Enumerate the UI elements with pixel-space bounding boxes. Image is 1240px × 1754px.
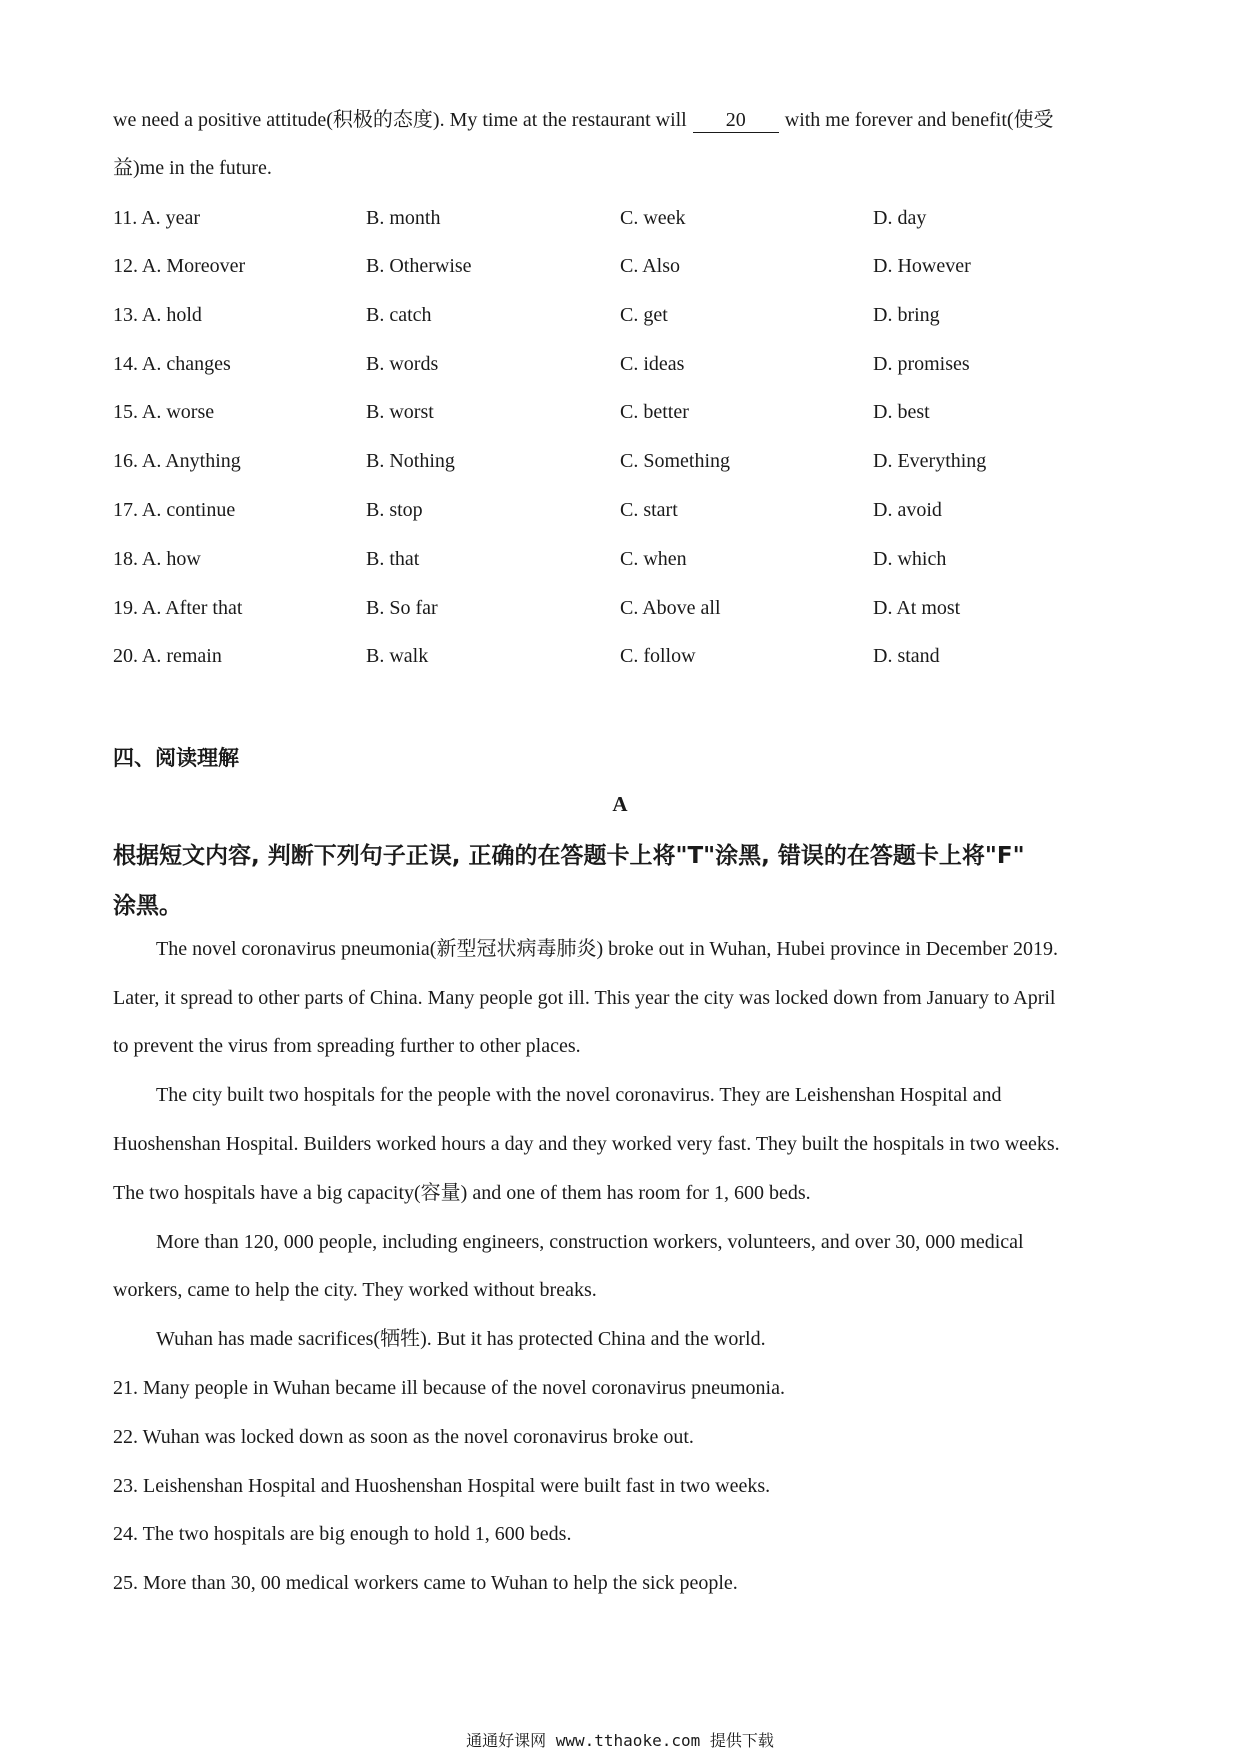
- reading-p3-line-2: workers, came to help the city. They worked without breaks.: [113, 1279, 597, 1301]
- option-c: C. Above all: [620, 597, 721, 619]
- option-c: C. week: [620, 207, 686, 229]
- reading-p1-line-2: Later, it spread to other parts of China. Many people got ill. This year the city was locked down from January to April: [113, 987, 1056, 1009]
- statement-24: 24. The two hospitals are big enough to hold 1, 600 beds.: [113, 1523, 572, 1545]
- reading-p4-line-1: Wuhan has made sacrifices(牺牲). But it has protected China and the world.: [156, 1328, 766, 1350]
- option-c: C. Also: [620, 255, 681, 277]
- option-a: 14. A. changes: [113, 353, 231, 375]
- statement-21: 21. Many people in Wuhan became ill because of the novel coronavirus pneumonia.: [113, 1377, 785, 1399]
- option-d: D. Everything: [873, 450, 987, 472]
- option-c: C. start: [620, 499, 678, 521]
- option-row-14: [113, 352, 1113, 376]
- option-c: C. get: [620, 304, 668, 326]
- instruction-line-2: 涂黑。: [113, 893, 182, 919]
- option-a: 11. A. year: [113, 207, 201, 229]
- option-b: B. Nothing: [366, 450, 455, 472]
- option-d: D. promises: [873, 353, 970, 375]
- option-b: B. that: [366, 548, 420, 570]
- option-row-19: [113, 596, 1113, 620]
- passage-text-after-blank: with me forever and benefit(使受: [784, 109, 1054, 131]
- option-a: 18. A. how: [113, 548, 201, 570]
- reading-p3-line-1: More than 120, 000 people, including engineers, construction workers, volunteers, and over 30, 000 medical: [156, 1231, 1024, 1253]
- reading-p1-line-3: to prevent the virus from spreading further to other places.: [113, 1035, 581, 1057]
- option-d: D. However: [873, 255, 971, 277]
- passage-text-before-blank: we need a positive attitude(积极的态度). My time at the restaurant will: [113, 109, 687, 131]
- option-row-15: [113, 400, 1113, 424]
- answer-blank-20: 20: [693, 108, 779, 133]
- reading-p2-line-2: Huoshenshan Hospital. Builders worked hours a day and they worked very fast. They built the hospitals in two weeks.: [113, 1133, 1060, 1155]
- option-c: C. follow: [620, 645, 696, 667]
- option-b: B. worst: [366, 401, 434, 423]
- option-a: 17. A. continue: [113, 499, 236, 521]
- option-d: D. stand: [873, 645, 940, 667]
- passage-line-2: 益)me in the future.: [113, 157, 272, 179]
- option-b: B. words: [366, 353, 439, 375]
- option-row-20: [113, 644, 1113, 668]
- section-title: 四、阅读理解: [113, 746, 239, 770]
- option-row-18: [113, 547, 1113, 571]
- statement-22: 22. Wuhan was locked down as soon as the novel coronavirus broke out.: [113, 1426, 694, 1448]
- option-b: B. Otherwise: [366, 255, 472, 277]
- statement-23: 23. Leishenshan Hospital and Huoshenshan Hospital were built fast in two weeks.: [113, 1475, 771, 1497]
- statement-25: 25. More than 30, 00 medical workers came to Wuhan to help the sick people.: [113, 1572, 738, 1594]
- option-d: D. avoid: [873, 499, 942, 521]
- option-d: D. which: [873, 548, 947, 570]
- option-a: 12. A. Moreover: [113, 255, 246, 277]
- option-b: B. walk: [366, 645, 429, 667]
- option-a: 13. A. hold: [113, 304, 202, 326]
- page-footer: 通通好课网 www.tthaoke.com 提供下载: [466, 1731, 774, 1750]
- option-d: D. At most: [873, 597, 961, 619]
- option-d: D. bring: [873, 304, 940, 326]
- option-b: B. stop: [366, 499, 423, 521]
- option-b: B. So far: [366, 597, 438, 619]
- option-c: C. Something: [620, 450, 731, 472]
- option-a: 20. A. remain: [113, 645, 222, 667]
- option-row-16: [113, 449, 1113, 473]
- option-a: 16. A. Anything: [113, 450, 241, 472]
- option-c: C. ideas: [620, 353, 685, 375]
- instruction-line-1: 根据短文内容, 判断下列句子正误, 正确的在答题卡上将"T"涂黑, 错误的在答题卡上将"F": [113, 843, 1025, 869]
- option-d: D. best: [873, 401, 930, 423]
- option-row-17: [113, 498, 1113, 522]
- reading-p1-line-1: The novel coronavirus pneumonia(新型冠状病毒肺炎) broke out in Wuhan, Hubei province in December 2019.: [156, 938, 1058, 960]
- option-row-12: [113, 254, 1113, 278]
- option-c: C. when: [620, 548, 687, 570]
- option-row-11: [113, 206, 1113, 230]
- option-b: B. catch: [366, 304, 432, 326]
- reading-p2-line-3: The two hospitals have a big capacity(容量) and one of them has room for 1, 600 beds.: [113, 1182, 811, 1204]
- option-row-13: [113, 303, 1113, 327]
- option-c: C. better: [620, 401, 689, 423]
- passage-line-1: [113, 108, 1054, 133]
- reading-p2-line-1: The city built two hospitals for the people with the novel coronavirus. They are Leishenshan Hospital and: [156, 1084, 1002, 1106]
- option-a: 19. A. After that: [113, 597, 243, 619]
- option-d: D. day: [873, 207, 927, 229]
- option-b: B. month: [366, 207, 441, 229]
- part-label: A: [612, 792, 628, 816]
- option-a: 15. A. worse: [113, 401, 215, 423]
